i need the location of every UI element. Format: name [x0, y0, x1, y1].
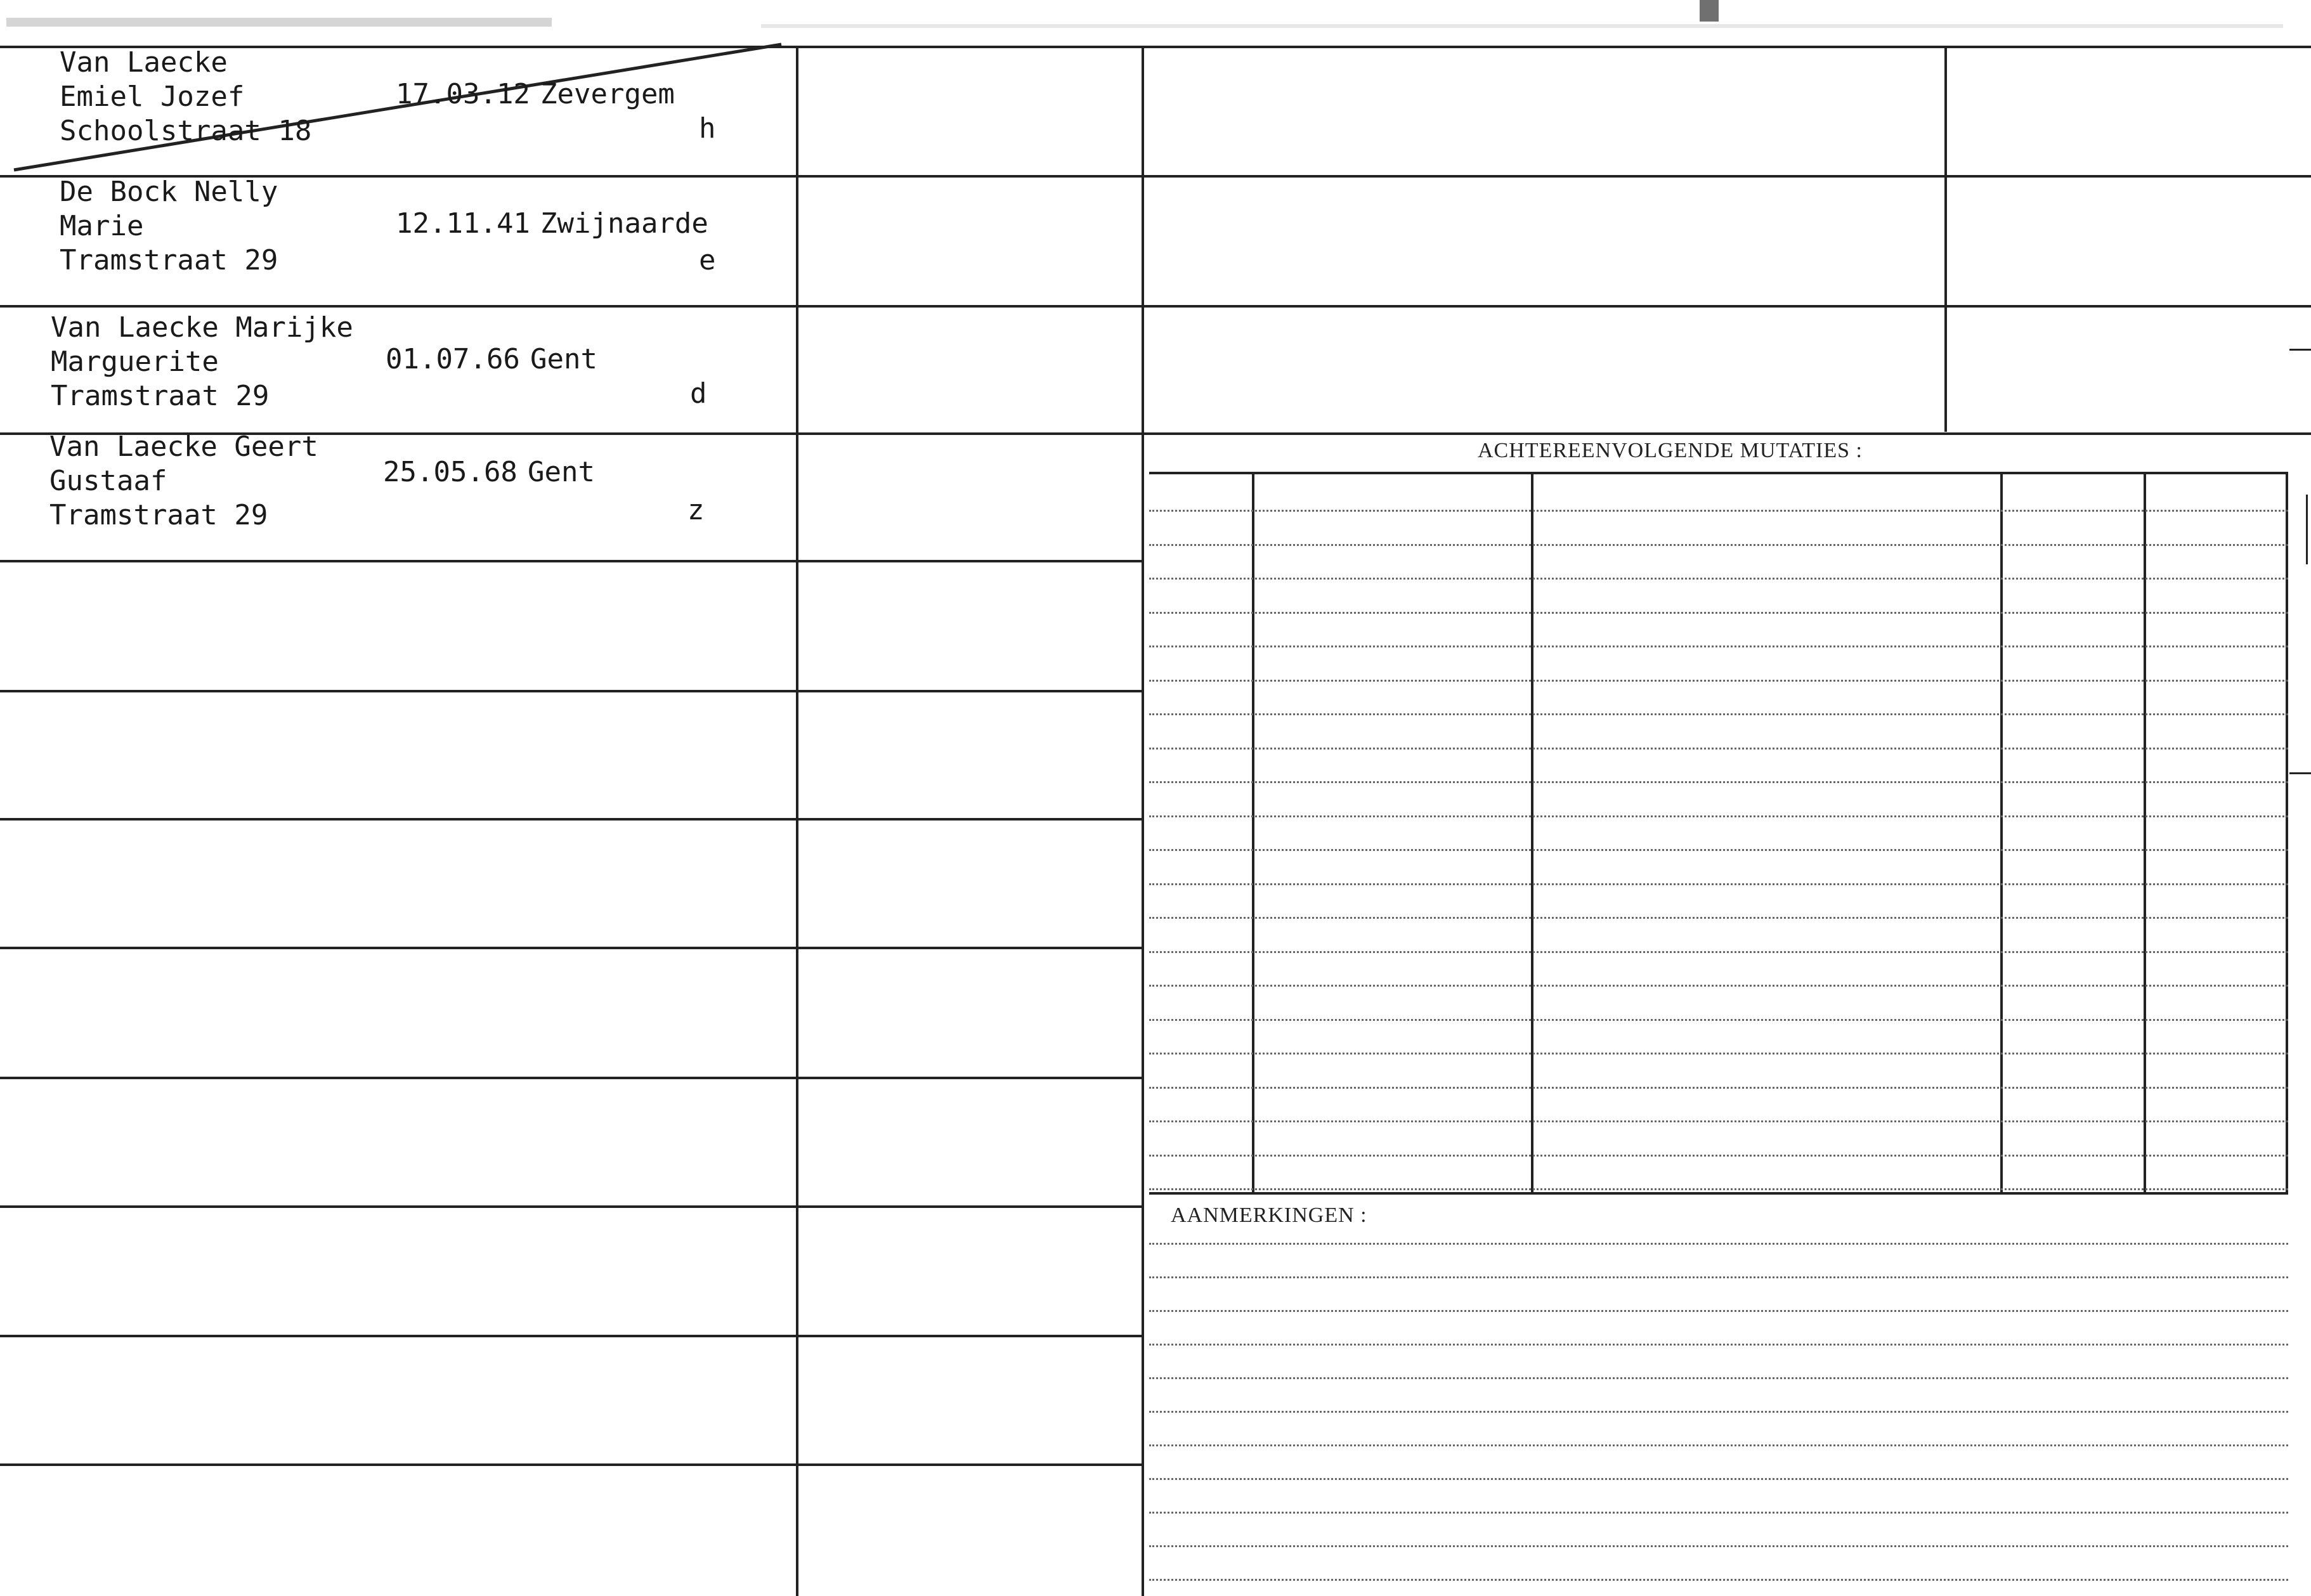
person-4-birth-place: Gent — [528, 456, 595, 488]
person-3-relation: d — [690, 377, 707, 410]
mutation-rule — [1149, 951, 2288, 953]
mutation-rule — [1149, 781, 2288, 783]
row-line-8 — [0, 1077, 796, 1079]
row-line-1b — [798, 175, 1142, 178]
right-edge-mark — [2306, 495, 2308, 564]
remark-rule — [1149, 1377, 2288, 1379]
person-4-given-names: Gustaaf — [49, 465, 167, 497]
row-line-6b — [798, 818, 1142, 821]
remark-rule — [1149, 1243, 2288, 1245]
row-line-4 — [0, 560, 796, 562]
remark-rule — [1149, 1310, 2288, 1312]
mutations-col-right-edge — [2286, 474, 2288, 1192]
mutation-rule — [1149, 748, 2288, 749]
row-line-3b — [798, 432, 1142, 435]
person-1-relation: h — [699, 112, 716, 145]
remark-rule — [1149, 1444, 2288, 1446]
person-4-birth-date: 25.05.68 — [383, 456, 518, 488]
row-line-5 — [0, 690, 796, 692]
mutation-rule — [1149, 849, 2288, 851]
remark-rule — [1149, 1276, 2288, 1278]
row-line-2 — [0, 305, 796, 308]
mutation-rule — [1149, 1019, 2288, 1021]
person-4-relation: z — [687, 494, 705, 526]
row-line-6 — [0, 818, 796, 821]
person-3-birth-place: Gent — [530, 343, 597, 375]
mutation-rule — [1149, 1120, 2288, 1122]
person-2-birth-place: Zwijnaarde — [540, 207, 708, 240]
mutation-rule — [1149, 612, 2288, 614]
row-line-8b — [798, 1077, 1142, 1079]
remark-rule — [1149, 1478, 2288, 1480]
person-4-address: Tramstraat 29 — [49, 499, 268, 531]
person-4-surname: Van Laecke Geert — [49, 431, 318, 463]
mutation-rule — [1149, 544, 2288, 546]
mutation-rule — [1149, 917, 2288, 919]
row-line-5b — [798, 690, 1142, 692]
row-line-9b — [798, 1205, 1142, 1208]
person-1-given-names: Emiel Jozef — [60, 81, 245, 113]
column-divider-left-1 — [796, 48, 798, 1596]
person-1-birth-place: Zevergem — [540, 78, 675, 110]
remark-rule — [1149, 1545, 2288, 1547]
row-line-10b — [798, 1335, 1142, 1337]
mutation-rule — [1149, 646, 2288, 647]
row-line-4b — [798, 560, 1142, 562]
remark-rule — [1149, 1344, 2288, 1346]
mutation-rule — [1149, 1087, 2288, 1089]
person-2-address: Tramstraat 29 — [60, 244, 278, 276]
mutation-rule — [1149, 883, 2288, 885]
column-divider-right-top — [1944, 48, 1947, 432]
remarks-heading: AANMERKINGEN : — [1171, 1203, 1367, 1227]
row-line-2c — [1144, 305, 2311, 308]
mutations-table-top — [1149, 472, 2288, 474]
person-3-birth-date: 01.07.66 — [386, 343, 520, 375]
row-line-1c — [1144, 175, 2311, 178]
person-1-birth-date: 17.03.12 — [396, 78, 530, 110]
mutations-table-bottom — [1149, 1192, 2288, 1195]
right-edge-tick-1 — [2289, 349, 2311, 351]
right-edge-tick-2 — [2289, 772, 2311, 774]
remark-rule — [1149, 1411, 2288, 1413]
mutation-rule — [1149, 1155, 2288, 1157]
person-2-surname: De Bock Nelly — [60, 176, 278, 208]
mutation-rule — [1149, 1188, 2288, 1190]
mutation-rule — [1149, 680, 2288, 682]
row-line-11 — [0, 1463, 796, 1466]
mutations-col-3 — [2000, 474, 2003, 1192]
row-line-3c — [1144, 432, 2311, 435]
person-3-surname: Van Laecke Marijke — [51, 311, 353, 344]
mutation-rule — [1149, 510, 2288, 512]
mutations-col-1 — [1252, 474, 1254, 1192]
row-line-7 — [0, 947, 796, 949]
person-1-address: Schoolstraat 18 — [60, 115, 312, 147]
remark-rule — [1149, 1512, 2288, 1514]
person-3-given-names: Marguerite — [51, 346, 219, 378]
mutations-col-4 — [2144, 474, 2146, 1192]
scan-noise-top-right — [761, 24, 2283, 28]
person-2-relation: e — [699, 244, 716, 276]
person-1-surname: Van Laecke — [60, 46, 228, 79]
row-line-7b — [798, 947, 1142, 949]
row-line-9 — [0, 1205, 796, 1208]
row-line-11b — [798, 1463, 1142, 1466]
mutation-rule — [1149, 713, 2288, 715]
row-line-10 — [0, 1335, 796, 1337]
mutation-rule — [1149, 815, 2288, 817]
stamp-mark — [1700, 0, 1719, 22]
person-3-address: Tramstraat 29 — [51, 380, 270, 412]
mutation-rule — [1149, 985, 2288, 987]
mutations-col-2 — [1531, 474, 1533, 1192]
column-divider-left-2 — [1142, 48, 1144, 1596]
mutations-heading: ACHTEREENVOLGENDE MUTATIES : — [1478, 439, 1863, 462]
row-line-2b — [798, 305, 1142, 308]
mutation-rule — [1149, 1053, 2288, 1054]
remark-rule — [1149, 1579, 2288, 1581]
person-2-birth-date: 12.11.41 — [396, 207, 530, 240]
person-2-given-names: Marie — [60, 210, 144, 242]
mutation-rule — [1149, 578, 2288, 580]
